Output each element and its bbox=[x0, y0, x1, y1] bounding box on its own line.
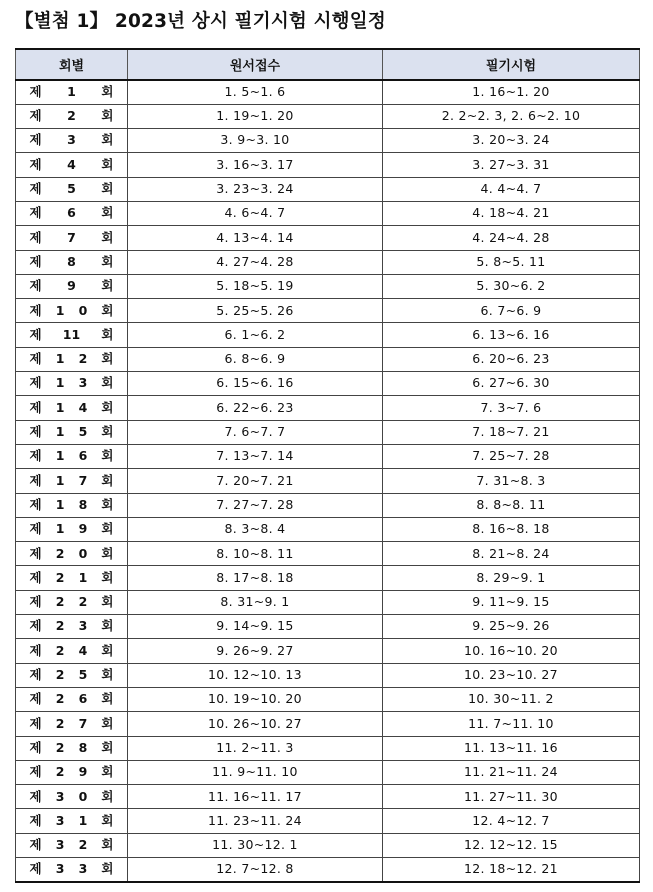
application-period-cell: 9. 14~9. 15 bbox=[128, 615, 383, 639]
exam-period-cell: 9. 25~9. 26 bbox=[383, 615, 640, 639]
table-row bbox=[16, 712, 640, 736]
application-period-cell: 8. 17~8. 18 bbox=[128, 566, 383, 590]
round-label: 제 3 0 회 bbox=[29, 788, 114, 804]
application-period-cell: 8. 3~8. 4 bbox=[128, 517, 383, 541]
round-label: 제 2 3 회 bbox=[29, 618, 114, 634]
exam-period-cell: 2. 2~2. 3, 2. 6~2. 10 bbox=[383, 104, 640, 128]
round-cell bbox=[16, 760, 128, 784]
round-cell bbox=[16, 274, 128, 298]
table-row bbox=[16, 566, 640, 590]
table-row bbox=[16, 347, 640, 371]
round-label: 제 1 4 회 bbox=[29, 399, 114, 415]
application-period-cell: 11. 23~11. 24 bbox=[128, 809, 383, 833]
exam-period-cell: 11. 27~11. 30 bbox=[383, 785, 640, 809]
round-cell bbox=[16, 372, 128, 396]
round-cell bbox=[16, 129, 128, 153]
table-row bbox=[16, 687, 640, 711]
round-cell bbox=[16, 396, 128, 420]
table-row bbox=[16, 177, 640, 201]
table-row bbox=[16, 615, 640, 639]
table-body bbox=[16, 80, 640, 882]
application-period-cell: 11. 16~11. 17 bbox=[128, 785, 383, 809]
table-row bbox=[16, 153, 640, 177]
table-row bbox=[16, 833, 640, 857]
round-cell bbox=[16, 858, 128, 882]
round-label: 제 1 6 회 bbox=[29, 448, 114, 464]
exam-period-cell: 8. 16~8. 18 bbox=[383, 517, 640, 541]
table-row bbox=[16, 226, 640, 250]
table-row bbox=[16, 785, 640, 809]
exam-period-cell: 9. 11~9. 15 bbox=[383, 590, 640, 614]
round-label: 제 3 3 회 bbox=[29, 861, 114, 877]
application-period-cell: 3. 9~3. 10 bbox=[128, 129, 383, 153]
table-row bbox=[16, 80, 640, 104]
round-cell bbox=[16, 785, 128, 809]
round-label: 제 2 0 회 bbox=[29, 545, 114, 561]
application-period-cell: 6. 15~6. 16 bbox=[128, 372, 383, 396]
round-cell bbox=[16, 542, 128, 566]
round-cell bbox=[16, 687, 128, 711]
exam-period-cell: 10. 30~11. 2 bbox=[383, 687, 640, 711]
application-period-cell: 8. 31~9. 1 bbox=[128, 590, 383, 614]
table-row bbox=[16, 201, 640, 225]
exam-period-cell: 1. 16~1. 20 bbox=[383, 80, 640, 104]
application-period-cell: 11. 9~11. 10 bbox=[128, 760, 383, 784]
round-cell bbox=[16, 201, 128, 225]
application-period-cell: 6. 8~6. 9 bbox=[128, 347, 383, 371]
round-cell bbox=[16, 833, 128, 857]
round-label: 제 5 회 bbox=[29, 181, 114, 197]
exam-period-cell: 5. 30~6. 2 bbox=[383, 274, 640, 298]
round-label: 제 2 5 회 bbox=[29, 667, 114, 683]
application-period-cell: 10. 26~10. 27 bbox=[128, 712, 383, 736]
round-label: 제 3 1 회 bbox=[29, 812, 114, 828]
round-cell bbox=[16, 444, 128, 468]
table-row bbox=[16, 420, 640, 444]
table-row bbox=[16, 809, 640, 833]
application-period-cell: 7. 27~7. 28 bbox=[128, 493, 383, 517]
application-period-cell: 5. 18~5. 19 bbox=[128, 274, 383, 298]
table-row bbox=[16, 274, 640, 298]
round-label: 제 2 8 회 bbox=[29, 739, 114, 755]
round-cell bbox=[16, 469, 128, 493]
round-cell bbox=[16, 80, 128, 104]
table-row bbox=[16, 639, 640, 663]
exam-period-cell: 7. 31~8. 3 bbox=[383, 469, 640, 493]
application-period-cell: 10. 12~10. 13 bbox=[128, 663, 383, 687]
round-label: 제 2 6 회 bbox=[29, 691, 114, 707]
schedule-table bbox=[15, 48, 640, 883]
round-label: 제 1 9 회 bbox=[29, 521, 114, 537]
round-label: 제 1 2 회 bbox=[29, 351, 114, 367]
round-cell bbox=[16, 809, 128, 833]
round-label: 제 2 1 회 bbox=[29, 569, 114, 585]
application-period-cell: 6. 22~6. 23 bbox=[128, 396, 383, 420]
exam-period-cell: 7. 3~7. 6 bbox=[383, 396, 640, 420]
round-cell bbox=[16, 493, 128, 517]
application-period-cell: 4. 27~4. 28 bbox=[128, 250, 383, 274]
round-cell bbox=[16, 663, 128, 687]
application-period-cell: 11. 30~12. 1 bbox=[128, 833, 383, 857]
exam-period-cell: 7. 25~7. 28 bbox=[383, 444, 640, 468]
exam-period-cell: 5. 8~5. 11 bbox=[383, 250, 640, 274]
table-row bbox=[16, 372, 640, 396]
table-row bbox=[16, 736, 640, 760]
exam-period-cell: 4. 24~4. 28 bbox=[383, 226, 640, 250]
exam-period-cell: 11. 7~11. 10 bbox=[383, 712, 640, 736]
round-cell bbox=[16, 299, 128, 323]
column-header-application: 원서접수 bbox=[128, 49, 383, 80]
application-period-cell: 9. 26~9. 27 bbox=[128, 639, 383, 663]
exam-period-cell: 4. 18~4. 21 bbox=[383, 201, 640, 225]
column-header-exam: 필기시험 bbox=[383, 49, 640, 80]
table-row bbox=[16, 590, 640, 614]
round-cell bbox=[16, 153, 128, 177]
table-row bbox=[16, 129, 640, 153]
application-period-cell: 6. 1~6. 2 bbox=[128, 323, 383, 347]
exam-period-cell: 3. 20~3. 24 bbox=[383, 129, 640, 153]
exam-period-cell: 12. 4~12. 7 bbox=[383, 809, 640, 833]
application-period-cell: 1. 19~1. 20 bbox=[128, 104, 383, 128]
table-row bbox=[16, 323, 640, 347]
table-row bbox=[16, 858, 640, 882]
round-cell bbox=[16, 177, 128, 201]
exam-period-cell: 11. 21~11. 24 bbox=[383, 760, 640, 784]
round-label: 제 2 9 회 bbox=[29, 764, 114, 780]
round-label: 제 7 회 bbox=[29, 229, 114, 245]
round-cell bbox=[16, 517, 128, 541]
round-label: 제 1 회 bbox=[29, 84, 114, 100]
round-cell bbox=[16, 615, 128, 639]
table-row bbox=[16, 104, 640, 128]
exam-period-cell: 10. 16~10. 20 bbox=[383, 639, 640, 663]
round-label: 제 3 2 회 bbox=[29, 837, 114, 853]
round-label: 제 1 5 회 bbox=[29, 424, 114, 440]
exam-period-cell: 6. 13~6. 16 bbox=[383, 323, 640, 347]
application-period-cell: 1. 5~1. 6 bbox=[128, 80, 383, 104]
round-cell bbox=[16, 323, 128, 347]
table-row bbox=[16, 663, 640, 687]
exam-period-cell: 3. 27~3. 31 bbox=[383, 153, 640, 177]
table-row bbox=[16, 299, 640, 323]
round-cell bbox=[16, 104, 128, 128]
application-period-cell: 4. 13~4. 14 bbox=[128, 226, 383, 250]
table-row bbox=[16, 493, 640, 517]
round-label: 제 1 7 회 bbox=[29, 472, 114, 488]
round-label: 제 2 회 bbox=[29, 108, 114, 124]
round-label: 제 3 회 bbox=[29, 132, 114, 148]
round-label: 제 8 회 bbox=[29, 253, 114, 269]
round-label: 제 6 회 bbox=[29, 205, 114, 221]
exam-period-cell: 8. 8~8. 11 bbox=[383, 493, 640, 517]
round-label: 제 2 4 회 bbox=[29, 642, 114, 658]
application-period-cell: 7. 20~7. 21 bbox=[128, 469, 383, 493]
table-row bbox=[16, 517, 640, 541]
exam-period-cell: 7. 18~7. 21 bbox=[383, 420, 640, 444]
application-period-cell: 3. 23~3. 24 bbox=[128, 177, 383, 201]
table-row bbox=[16, 469, 640, 493]
table-row bbox=[16, 250, 640, 274]
round-cell bbox=[16, 736, 128, 760]
round-cell bbox=[16, 347, 128, 371]
application-period-cell: 12. 7~12. 8 bbox=[128, 858, 383, 882]
round-label: 제 1 3 회 bbox=[29, 375, 114, 391]
round-label: 제 1 0 회 bbox=[29, 302, 114, 318]
application-period-cell: 7. 6~7. 7 bbox=[128, 420, 383, 444]
column-header-round: 회별 bbox=[16, 49, 128, 80]
round-label: 제 11 회 bbox=[29, 326, 114, 342]
round-cell bbox=[16, 226, 128, 250]
application-period-cell: 7. 13~7. 14 bbox=[128, 444, 383, 468]
exam-period-cell: 6. 7~6. 9 bbox=[383, 299, 640, 323]
round-cell bbox=[16, 712, 128, 736]
exam-period-cell: 11. 13~11. 16 bbox=[383, 736, 640, 760]
exam-period-cell: 6. 27~6. 30 bbox=[383, 372, 640, 396]
application-period-cell: 8. 10~8. 11 bbox=[128, 542, 383, 566]
exam-period-cell: 10. 23~10. 27 bbox=[383, 663, 640, 687]
application-period-cell: 3. 16~3. 17 bbox=[128, 153, 383, 177]
round-cell bbox=[16, 639, 128, 663]
table-row bbox=[16, 760, 640, 784]
table-row bbox=[16, 396, 640, 420]
application-period-cell: 10. 19~10. 20 bbox=[128, 687, 383, 711]
round-label: 제 2 2 회 bbox=[29, 594, 114, 610]
exam-period-cell: 8. 29~9. 1 bbox=[383, 566, 640, 590]
round-label: 제 1 8 회 bbox=[29, 496, 114, 512]
round-label: 제 2 7 회 bbox=[29, 715, 114, 731]
round-cell bbox=[16, 566, 128, 590]
application-period-cell: 11. 2~11. 3 bbox=[128, 736, 383, 760]
exam-period-cell: 6. 20~6. 23 bbox=[383, 347, 640, 371]
exam-period-cell: 4. 4~4. 7 bbox=[383, 177, 640, 201]
round-cell bbox=[16, 250, 128, 274]
table-header-row bbox=[16, 49, 640, 80]
exam-period-cell: 12. 18~12. 21 bbox=[383, 858, 640, 882]
round-cell bbox=[16, 420, 128, 444]
application-period-cell: 5. 25~5. 26 bbox=[128, 299, 383, 323]
round-label: 제 4 회 bbox=[29, 156, 114, 172]
round-cell bbox=[16, 590, 128, 614]
exam-period-cell: 12. 12~12. 15 bbox=[383, 833, 640, 857]
application-period-cell: 4. 6~4. 7 bbox=[128, 201, 383, 225]
round-label: 제 9 회 bbox=[29, 278, 114, 294]
table-row bbox=[16, 542, 640, 566]
page-title: 【별첨 1】 2023년 상시 필기시험 시행일정 bbox=[15, 11, 386, 32]
table-row bbox=[16, 444, 640, 468]
exam-period-cell: 8. 21~8. 24 bbox=[383, 542, 640, 566]
